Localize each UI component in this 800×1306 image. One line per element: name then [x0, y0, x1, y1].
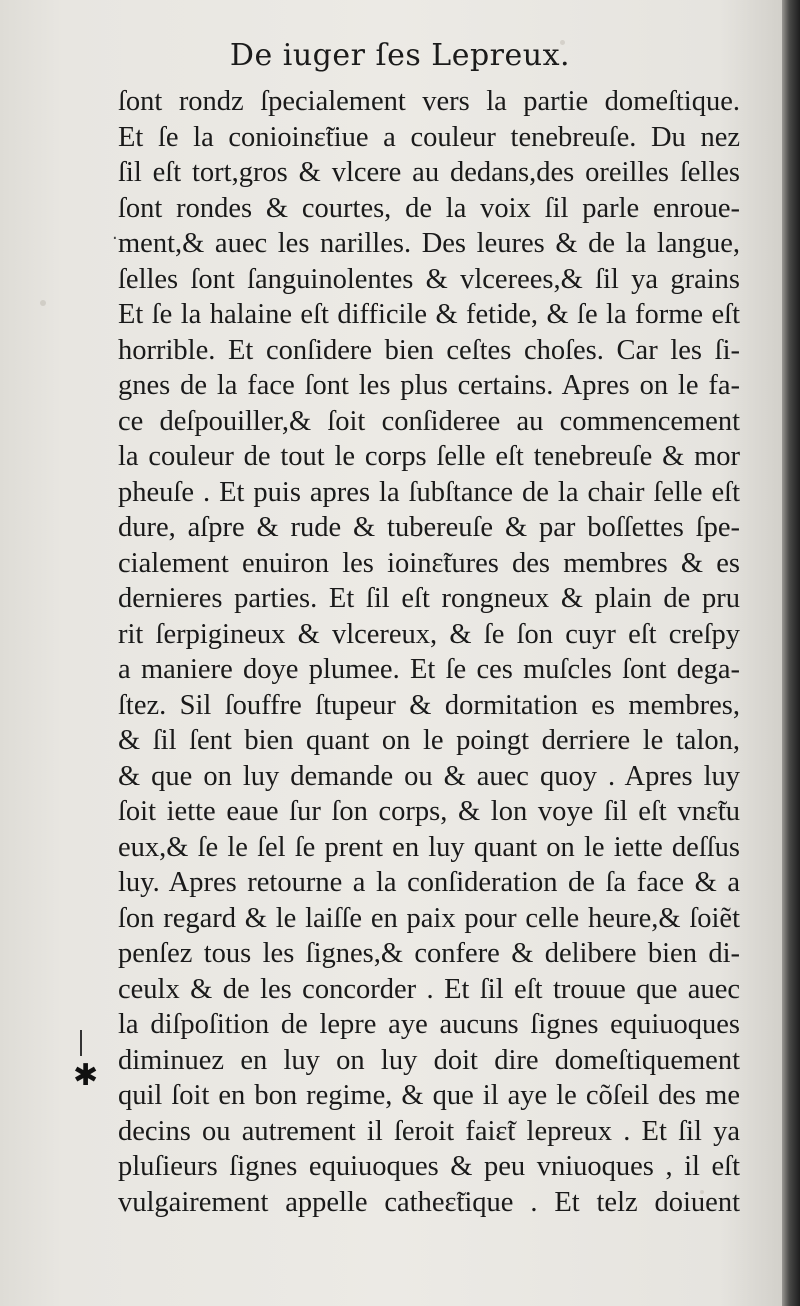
text-line: ſelles ſont ſanguinolentes & vlcerees,& ſil ya grains	[118, 263, 740, 295]
text-line: ment,& auec les narilles. Des leures & de la langue,	[118, 228, 740, 259]
text-line: cialement enuiron les ioinɛ̃tures des membres & es	[118, 547, 740, 579]
text-line: pluſieurs ſignes equiuoques & peu vniuoques , il eſt	[118, 1151, 740, 1182]
text-line: Et ſe la conioinɛ̃tiue a couleur tenebreuſe. Du nez	[118, 121, 740, 153]
text-line: dure, aſpre & rude & tubereuſe & par boſſettes ſpe-	[118, 512, 740, 543]
text-line: a maniere doye plumee. Et ſe ces muſcles ſont dega-	[118, 654, 740, 685]
text-line: vulgairement appelle catheɛ̃tique . Et telz doiuent	[118, 1186, 740, 1218]
text-line: la diſpoſition de lepre aye aucuns ſignes equiuoques	[118, 1009, 740, 1040]
text-line: gnes de la face ſont les plus certains. Apres on le fa-	[118, 370, 740, 401]
text-line: ſoit iette eaue ſur ſon corps, & lon voye ſil eſt vnɛ̃tu	[118, 796, 740, 827]
margin-asterisk-icon: ✱	[73, 1058, 99, 1093]
body-text-block	[118, 84, 740, 1220]
running-header: De iuger ſes Lepreux.	[229, 38, 571, 73]
margin-tick-mark: ·	[112, 228, 118, 249]
text-line: decins ou autrement il ſeroit faiɛ̃t lepreux . Et ſil ya	[118, 1115, 740, 1147]
text-line: ſtez. Sil ſouffre ſtupeur & dormitation es membres,	[118, 689, 740, 721]
text-line: la couleur de tout le corps ſelle eſt tenebreuſe & mor	[118, 441, 740, 472]
text-line: luy. Apres retourne a la conſideration de ſa face & a	[118, 867, 740, 898]
text-line: ſont rondes & courtes, de la voix ſil parle enroue-	[118, 192, 740, 224]
text-line: & ſil ſent bien quant on le poingt derriere le talon,	[118, 725, 740, 756]
book-binding-edge	[782, 0, 800, 1306]
text-line: ſil eſt tort,gros & vlcere au dedans,des oreilles ſelles	[118, 157, 740, 188]
text-line: diminuez en luy on luy doit dire domeſtiquement	[118, 1044, 740, 1076]
margin-dash-mark	[80, 1030, 82, 1056]
text-line: horrible. Et conſidere bien ceſtes choſes. Car les ſi-	[118, 334, 740, 366]
text-line: & que on luy demande ou & auec quoy . Apres luy	[118, 760, 740, 792]
text-line: ſont rondz ſpecialement vers la partie domeſtique.	[118, 86, 740, 117]
text-line: rit ſerpigineux & vlcereux, & ſe ſon cuyr eſt creſpy	[118, 618, 740, 650]
text-line: penſez tous les ſignes,& confere & delibere bien di-	[118, 938, 740, 969]
text-line: Et ſe la halaine eſt difficile & fetide, & ſe la forme eſt	[118, 299, 740, 330]
text-line: ſon regard & le laiſſe en paix pour celle heure,& ſoiẽt	[118, 902, 740, 934]
text-line: dernieres parties. Et ſil eſt rongneux & plain de pru	[118, 583, 740, 614]
text-line: eux,& ſe le ſel ſe prent en luy quant on le iette deſſus	[118, 831, 740, 863]
text-line: pheuſe . Et puis apres la ſubſtance de la chair ſelle eſt	[118, 476, 740, 508]
text-line: ce deſpouiller,& ſoit conſideree au commencement	[118, 405, 740, 437]
text-line: quil ſoit en bon regime, & que il aye le cõſeil des me	[118, 1080, 740, 1111]
text-line: ceulx & de les concorder . Et ſil eſt trouue que auec	[118, 973, 740, 1005]
